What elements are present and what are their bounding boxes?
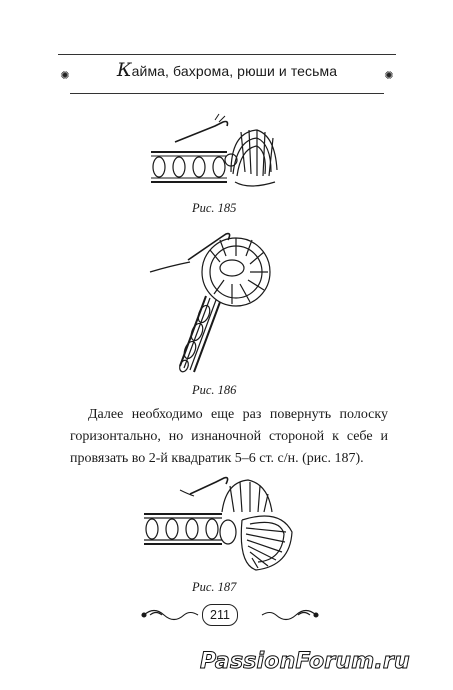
body-paragraph <box>70 404 388 470</box>
title-initial: К <box>116 59 132 81</box>
header-rule-bottom <box>70 93 384 94</box>
crochet-hook-icon <box>175 122 228 143</box>
figure-186-illustration <box>140 226 300 376</box>
figure-187-illustration <box>130 472 310 578</box>
page-footer <box>140 600 320 630</box>
running-header <box>58 54 396 98</box>
ornament-star-icon: ✺ <box>384 69 394 82</box>
figure-187-caption: Рис. 187 <box>192 580 237 594</box>
header-rule-top <box>58 54 396 55</box>
crochet-hook-icon <box>188 234 230 260</box>
page-number: 211 <box>202 604 238 626</box>
figure-185-caption: Рис. 185 <box>192 201 237 215</box>
running-header-title <box>58 59 396 82</box>
ornament-star-icon: ✺ <box>60 69 70 82</box>
figure-185-illustration <box>145 112 305 197</box>
paragraph-text: Далее необходимо еще раз повернуть полоску горизонтально, но изнаночной стороной к себе и провязать во 2-й квадратик 5–6 ст. с/н. (рис. 187). <box>70 407 388 466</box>
site-watermark: PassionForum.ru <box>200 649 410 674</box>
title-rest: айма, бахрома, рюши и тесьма <box>131 63 338 79</box>
figure-186-caption: Рис. 186 <box>192 383 237 397</box>
crochet-hook-icon <box>190 478 228 494</box>
